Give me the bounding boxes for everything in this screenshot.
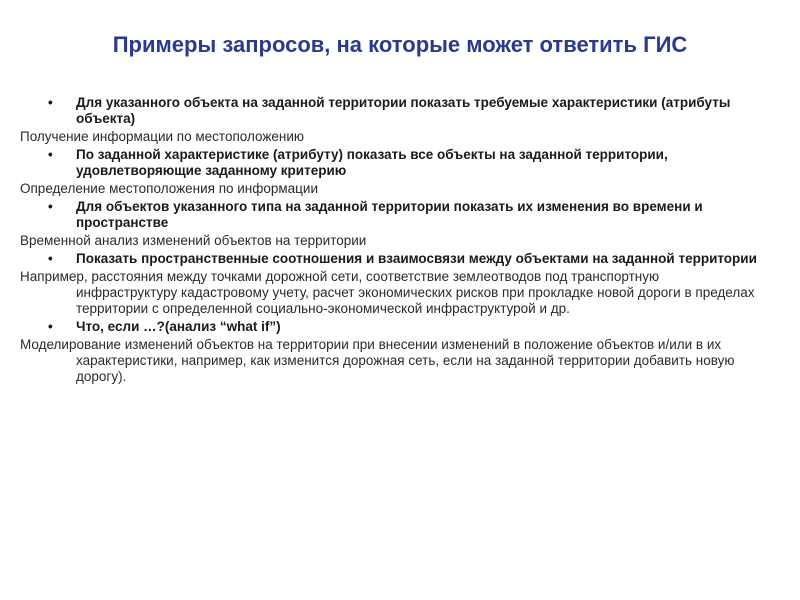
bullet-text: Для указанного объекта на заданной территории показать требуемые характеристики (атрибуты объекта) [76, 95, 731, 126]
slide-content [20, 95, 760, 387]
bullet-marker: • [48, 95, 53, 110]
description-1: Получение информации по местоположению [20, 129, 305, 144]
description-4: Например, расстояния между точками дорожной сети, соответствие землеотводов под транспортную инфраструктуру кадастровому учету, расчет экономических рисков при прокладке новой дороги в пределах территории с определенной социально-экономической инфраструктурой и др. [20, 269, 755, 316]
bullet-text: Что, если …?(анализ “what if”) [76, 319, 281, 334]
bullet-text: Для объектов указанного типа на заданной территории показать их изменения во времени и пространстве [76, 199, 703, 230]
bullet-text: Показать пространственные соотношения и взаимосвязи между объектами на заданной территории [76, 251, 757, 266]
description-2: Определение местоположения по информации [20, 181, 318, 196]
bullet-marker: • [48, 147, 53, 162]
slide-title: Примеры запросов, на которые может ответить ГИС [112, 32, 688, 57]
bullet-marker: • [48, 251, 53, 266]
bullet-marker: • [48, 199, 53, 214]
bullet-text: По заданной характеристике (атрибуту) показать все объекты на заданной территории, удовлетворяющие заданному критерию [76, 147, 668, 178]
bullet-item-2 [20, 147, 760, 179]
bullet-item-4 [20, 251, 760, 267]
bullet-item-1 [20, 95, 760, 127]
bullet-item-5 [20, 319, 760, 335]
description-5: Моделирование изменений объектов на территории при внесении изменений в положение объектов и/или в их характеристики, например, как изменится дорожная сеть, если на заданной территории добавить новую дорогу). [20, 337, 735, 384]
description-3: Временной анализ изменений объектов на территории [20, 233, 367, 248]
bullet-marker: • [48, 319, 53, 334]
bullet-item-3 [20, 199, 760, 231]
